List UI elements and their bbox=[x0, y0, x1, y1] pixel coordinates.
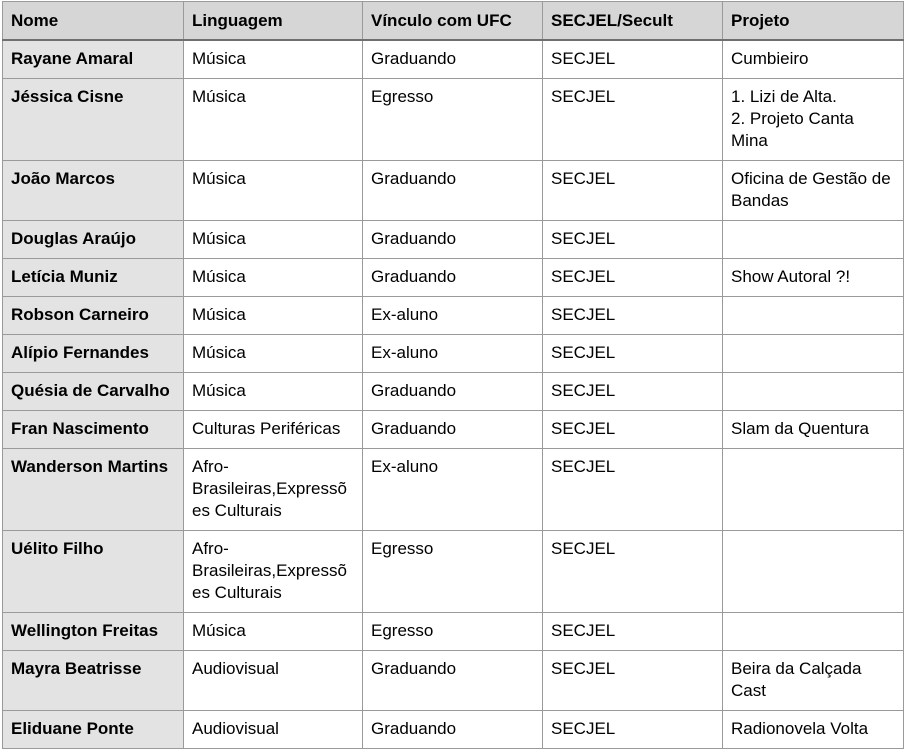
cell-secjel: SECJEL bbox=[543, 221, 723, 259]
cell-nome: Jéssica Cisne bbox=[3, 79, 184, 161]
cell-linguagem: Música bbox=[184, 259, 363, 297]
cell-nome: Letícia Muniz bbox=[3, 259, 184, 297]
cell-vinculo: Graduando bbox=[363, 711, 543, 749]
cell-linguagem: Afro-Brasileiras,Expressões Culturais bbox=[184, 449, 363, 531]
cell-projeto: Beira da Calçada Cast bbox=[723, 651, 904, 711]
cell-vinculo: Graduando bbox=[363, 411, 543, 449]
table-row bbox=[3, 259, 904, 297]
participants-table bbox=[2, 1, 904, 749]
cell-projeto bbox=[723, 297, 904, 335]
cell-linguagem: Culturas Periféricas bbox=[184, 411, 363, 449]
table-row bbox=[3, 373, 904, 411]
cell-secjel: SECJEL bbox=[543, 531, 723, 613]
cell-nome: Robson Carneiro bbox=[3, 297, 184, 335]
cell-nome: Mayra Beatrisse bbox=[3, 651, 184, 711]
table-row bbox=[3, 221, 904, 259]
header-secjel-secult: SECJEL/Secult bbox=[543, 2, 723, 41]
table-row bbox=[3, 411, 904, 449]
cell-linguagem: Audiovisual bbox=[184, 711, 363, 749]
cell-nome: Fran Nascimento bbox=[3, 411, 184, 449]
cell-secjel: SECJEL bbox=[543, 161, 723, 221]
cell-secjel: SECJEL bbox=[543, 335, 723, 373]
cell-projeto: Slam da Quentura bbox=[723, 411, 904, 449]
cell-nome: Uélito Filho bbox=[3, 531, 184, 613]
cell-projeto bbox=[723, 335, 904, 373]
table-row bbox=[3, 449, 904, 531]
cell-secjel: SECJEL bbox=[543, 613, 723, 651]
cell-projeto bbox=[723, 221, 904, 259]
table-row bbox=[3, 335, 904, 373]
cell-projeto bbox=[723, 449, 904, 531]
cell-vinculo: Egresso bbox=[363, 531, 543, 613]
cell-vinculo: Graduando bbox=[363, 651, 543, 711]
cell-projeto bbox=[723, 531, 904, 613]
table-row bbox=[3, 613, 904, 651]
cell-nome: Quésia de Carvalho bbox=[3, 373, 184, 411]
table-row bbox=[3, 161, 904, 221]
cell-secjel: SECJEL bbox=[543, 449, 723, 531]
cell-projeto bbox=[723, 373, 904, 411]
cell-linguagem: Música bbox=[184, 335, 363, 373]
cell-secjel: SECJEL bbox=[543, 711, 723, 749]
cell-linguagem: Música bbox=[184, 40, 363, 79]
table-body bbox=[3, 40, 904, 749]
cell-projeto: Cumbieiro bbox=[723, 40, 904, 79]
cell-secjel: SECJEL bbox=[543, 79, 723, 161]
cell-vinculo: Egresso bbox=[363, 79, 543, 161]
cell-vinculo: Graduando bbox=[363, 373, 543, 411]
table-row bbox=[3, 297, 904, 335]
cell-projeto: Radionovela Volta bbox=[723, 711, 904, 749]
cell-nome: Wellington Freitas bbox=[3, 613, 184, 651]
header-nome: Nome bbox=[3, 2, 184, 41]
header-projeto: Projeto bbox=[723, 2, 904, 41]
table-row bbox=[3, 40, 904, 79]
table-row bbox=[3, 79, 904, 161]
cell-linguagem: Música bbox=[184, 297, 363, 335]
cell-vinculo: Graduando bbox=[363, 221, 543, 259]
cell-nome: Rayane Amaral bbox=[3, 40, 184, 79]
cell-nome: Alípio Fernandes bbox=[3, 335, 184, 373]
cell-linguagem: Música bbox=[184, 221, 363, 259]
cell-linguagem: Música bbox=[184, 79, 363, 161]
cell-vinculo: Ex-aluno bbox=[363, 297, 543, 335]
cell-secjel: SECJEL bbox=[543, 297, 723, 335]
cell-nome: João Marcos bbox=[3, 161, 184, 221]
cell-vinculo: Ex-aluno bbox=[363, 335, 543, 373]
table-row bbox=[3, 651, 904, 711]
cell-linguagem: Música bbox=[184, 613, 363, 651]
cell-projeto: Show Autoral ?! bbox=[723, 259, 904, 297]
cell-vinculo: Graduando bbox=[363, 161, 543, 221]
cell-vinculo: Graduando bbox=[363, 40, 543, 79]
table-row bbox=[3, 711, 904, 749]
cell-secjel: SECJEL bbox=[543, 259, 723, 297]
cell-secjel: SECJEL bbox=[543, 651, 723, 711]
header-vinculo: Vínculo com UFC bbox=[363, 2, 543, 41]
cell-projeto: Oficina de Gestão de Bandas bbox=[723, 161, 904, 221]
cell-nome: Eliduane Ponte bbox=[3, 711, 184, 749]
cell-vinculo: Graduando bbox=[363, 259, 543, 297]
cell-secjel: SECJEL bbox=[543, 411, 723, 449]
cell-nome: Douglas Araújo bbox=[3, 221, 184, 259]
table-header bbox=[3, 2, 904, 41]
cell-nome: Wanderson Martins bbox=[3, 449, 184, 531]
cell-linguagem: Música bbox=[184, 373, 363, 411]
header-linguagem: Linguagem bbox=[184, 2, 363, 41]
header-row bbox=[3, 2, 904, 41]
table-row bbox=[3, 531, 904, 613]
cell-vinculo: Ex-aluno bbox=[363, 449, 543, 531]
cell-vinculo: Egresso bbox=[363, 613, 543, 651]
cell-linguagem: Audiovisual bbox=[184, 651, 363, 711]
cell-projeto bbox=[723, 613, 904, 651]
cell-secjel: SECJEL bbox=[543, 373, 723, 411]
cell-linguagem: Música bbox=[184, 161, 363, 221]
cell-projeto: 1. Lizi de Alta. 2. Projeto Canta Mina bbox=[723, 79, 904, 161]
cell-secjel: SECJEL bbox=[543, 40, 723, 79]
cell-linguagem: Afro-Brasileiras,Expressões Culturais bbox=[184, 531, 363, 613]
